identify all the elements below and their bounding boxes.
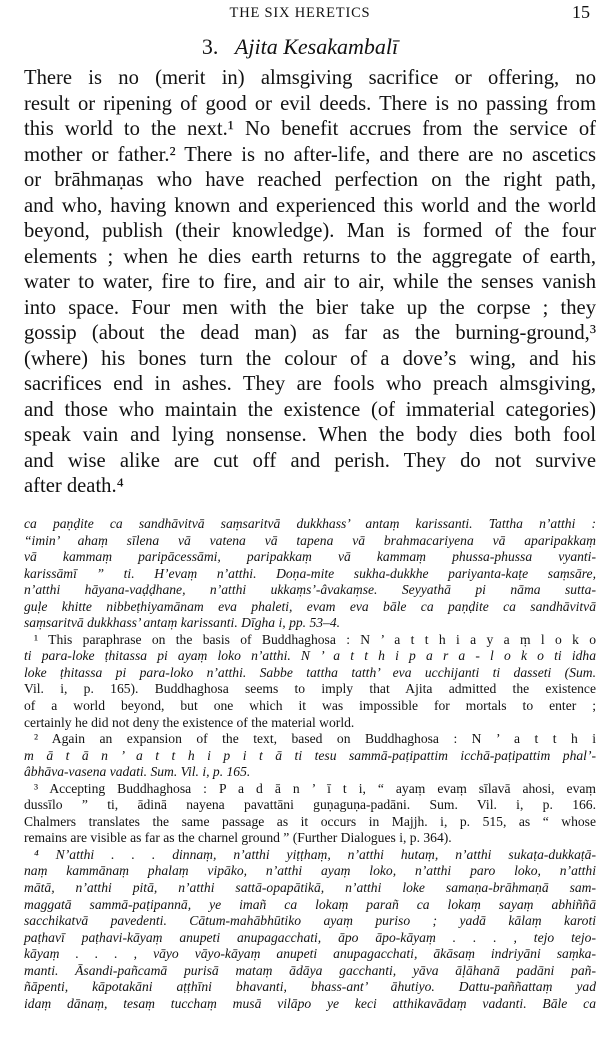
section-title: Ajita Kesakambalī [234,34,399,59]
footnote-line: naṃ kammānaṃ phalaṃ vipāko, n’atthi ayaṃ loko, n’atthi paro loko, n’atthi [24,863,596,879]
footnote-4: ⁴ N’atthi . . . dinnaṃ, n’atthi yiṭṭhaṃ, n’atthi hutaṃ, n’atthi sukaṭa-dukkaṭā- [34,846,596,862]
footnote-line: “imin’ ahaṃ sīlena vā vatena vā tapena vā brahmacariyena vā aparipakkaṃ [24,532,596,548]
main-text-line: elements ; when he dies earth returns to the aggregate of earth, [24,245,596,268]
section-heading [0,34,600,60]
main-text-line: beyond, publish (their knowledge). Man is formed of the four [24,220,596,242]
footnote-2: ² Again an expansion of the text, based on Buddhaghosa : N ’ a t t h i [34,731,596,747]
main-text-line: this world to the next.¹ No benefit accrues from the service of [24,118,596,140]
main-text-line: and who, having known and experienced this world and the world [24,194,596,217]
main-text-line: into space. Four men with the bier take up the corpse ; they [24,296,596,319]
main-text-line: water to water, fire to fire, and air to air, while the senses vanish [24,271,596,293]
footnote-line: kāyaṃ . . . , vāyo vāyo-kāyaṃ anupeti anupagacchati, ākāsaṃ indriyāni saṃka- [24,946,596,962]
footnote-line: sacchikatvā pavedenti. Cātum-mahābhūtiko ayaṃ puriso ; yadā kālaṃ karoti [24,913,596,929]
main-text-line: (where) his bones turn the colour of a dove’s wing, and his [24,347,596,370]
main-text-line: gossip (about the dead man) as far as the burning-ground,³ [24,322,596,344]
footnote-3: ³ Accepting Buddhaghosa : P a d ā n ’ ī t i, “ ayaṃ evaṃ sīlavā ahosi, evaṃ [34,780,596,796]
footnote-line: ca paṇḍite ca sandhāvitvā saṃsaritvā dukkhass’ antaṃ karissanti. Tattha n’atthi : [24,516,596,531]
footnote-line: paṭhavī paṭhavi-kāyaṃ anupeti anupagacchati, āpo āpo-kāyaṃ . . . , tejo tejo- [24,929,596,945]
footnote-line: loke ṭhitassa pi para-loko n’atthi. Sabbe tattha tatth’ eva ucchijanti ti dasseti (Sum. [24,664,596,680]
main-text-line: after death.⁴ [24,475,124,497]
footnote-line: âbhāva-vasena vadati. Sum. Vil. i, p. 165. [24,764,251,780]
page-number: 15 [572,2,590,22]
footnote-line: vā kammaṃ paripācessāmi, paripakkaṃ vā kammaṃ phussa-phussa vyanti- [24,549,596,565]
footnote-line: of a world beyond, but one which it was impossible for mortals to enter ; [24,698,596,714]
section-number: 3. [201,34,219,59]
footnotes [24,516,596,1012]
running-head [0,2,600,24]
footnote-line: idaṃ dānaṃ, tesaṃ tucchaṃ musā vilāpo ye keci atthikavādaṃ vadanti. Bāle ca [24,995,596,1011]
footnote-line: dussīlo ” ti, ādinā nayena pavattāni guṇaguṇa-padāni. Sum. Vil. i, p. 166. [24,797,596,813]
footnote-line: ñāpenti, kāpotakāni aṭṭhīni bhavanti, bhass-ant’ āhutiyo. Dattu-paññattaṃ yad [24,979,596,995]
footnote-line: mātā, n’atthi pitā, n’atthi sattā-opapātikā, n’atthi loke samaṇa-brāhmaṇā sam- [24,880,596,896]
main-text-line: speak vain and lying nonsense. When the body dies both fool [24,424,596,446]
running-title: THE SIX HERETICS [229,5,371,21]
footnote-line: saṃsaritvā dukkhass’ antaṃ karissanti. Dīgha i, pp. 53–4. [24,615,341,631]
main-text-line: and those who maintain the existence (of immaterial categories) [24,398,596,421]
main-text-line: or brāhmaṇas who have reached perfection on the right path, [24,169,596,191]
main-text-line: and wise alike are cut off and perish. They do not survive [24,449,596,472]
footnote-line: m ā t ā n ’ a t t h i p i t ā ti tesu sammā-paṭipattim icchā-paṭipattim phal’- [24,747,596,763]
main-text-line: result or ripening of good or evil deeds. There is no passing from [24,92,596,115]
footnote-line: ti para-loke ṭhitassa pi ayaṃ loko n’atthi. N ’ a t t h i p a r a - l o k o ti idha [24,648,596,664]
footnote-line: Chalmers translates the same passage as it occurs in Majjh. i, p. 515, as “ whose [24,813,596,829]
footnote-line: karissāmī ” ti. H’evaṃ n’atthi. Doṇa-mite sukha-dukkhe pariyanta-kaṭe saṃsāre, [24,565,596,581]
main-paragraph [24,66,596,500]
footnote-line: n’atthi hāyana-vaḍḍhane, n’atthi ukkaṃs’-âvakaṃse. Seyyathā pi nāma sutta- [24,582,596,598]
footnote-line: certainly he did not deny the existence of the material world. [24,714,355,730]
footnote-1: ¹ This paraphrase on the basis of Buddhaghosa : N ’ a t t h i a y a ṃ l o k o [34,631,596,647]
main-text-line: mother or father.² There is no after-life, and there are no ascetics [24,143,596,166]
footnote-line: remains are visible as far as the charnel ground ” (Further Dialogues i, p. 364). [24,830,452,846]
footnote-line: guḷe khitte nibbeṭhiyamānam eva phaleti, evam eva bāle ca paṇḍite ca sandhāvitvā [24,598,596,614]
main-text-line: sacrifices end in ashes. They are fools who preach almsgiving, [24,373,596,395]
footnote-line: Vil. i, p. 165). Buddhaghosa seems to imply that Ajita admitted the existence [24,681,596,697]
footnote-line: maggatā sammā-paṭipannā, ye imañ ca lokaṃ parañ ca lokaṃ sayaṃ abhiññā [24,896,596,912]
footnote-line: manti. Āsandi-pañcamā purisā mataṃ ādāya gacchanti, yāva āḷāhanā padāni pañ- [24,962,596,978]
main-text-line: There is no (merit in) almsgiving sacrifice or offering, no [24,67,596,89]
